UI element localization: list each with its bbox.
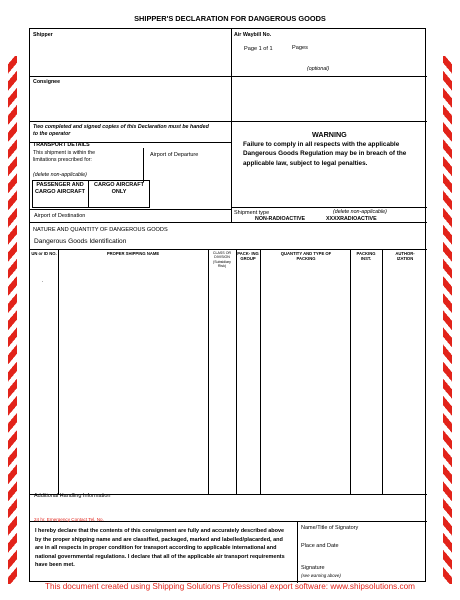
consignee-label: Consignee (33, 79, 61, 85)
divider-vertical-main (231, 29, 232, 222)
col-line-6 (382, 249, 383, 494)
declaration-form (29, 28, 426, 582)
pages-label: Pages (292, 45, 308, 51)
page-count: Page 1 of 1 (244, 46, 273, 52)
see-warning-note: (see warning above) (301, 573, 341, 578)
col-line-3 (236, 249, 237, 494)
col-un-id: UN or ID NO. (31, 251, 57, 256)
hazard-stripe-left (8, 56, 17, 584)
col-line-5 (350, 249, 351, 494)
airport-departure-label: Airport of Departure (150, 152, 199, 158)
delete-non-applicable-note: (delete non-applicable) (33, 172, 87, 178)
col-class-division: CLASS OR DIVISION (Subsidiary Risk) (212, 251, 232, 269)
non-radioactive-option[interactable]: NON-RADIOACTIVE (255, 216, 306, 222)
warning-text: Failure to comply in all respects with the applicable Dangerous Goods Regulation may be in breach of the applicable law, subject to legal penalties. (243, 141, 407, 167)
col-quantity-type: QUANTITY AND TYPE OF PACKING (280, 251, 332, 262)
place-date-label: Place and Date (301, 543, 339, 549)
optional-note: (optional) (307, 66, 330, 72)
airport-destination-label: Airport of Destination (34, 213, 86, 219)
copies-note: Two completed and signed copies of this Declaration must be handed to the operator (33, 124, 209, 137)
shipper-label: Shipper (33, 32, 53, 38)
table-row-marker: . (42, 278, 44, 284)
col-line-1 (58, 249, 59, 494)
shipment-limitations-text: This shipment is within the limitations prescribed for: (33, 150, 96, 163)
signature-label: Signature (301, 565, 325, 571)
warning-title: WARNING (312, 130, 347, 139)
radioactive-option[interactable]: XXXXRADIOACTIVE (326, 216, 377, 222)
col-proper-shipping-name: PROPER SHIPPING NAME (106, 251, 160, 256)
divider-vertical-transport (143, 148, 144, 182)
divider-table-top (30, 249, 427, 250)
passenger-cargo-option[interactable]: PASSENGER AND CARGO AIRCRAFT (35, 182, 85, 195)
divider-shipment-type (231, 207, 427, 208)
col-line-2 (208, 249, 209, 494)
aircraft-options-divider (88, 180, 89, 208)
additional-handling-label: Additional Handling Information (34, 493, 111, 499)
cargo-only-option[interactable]: CARGO AIRCRAFT ONLY (94, 182, 144, 195)
nature-quantity-label: NATURE AND QUANTITY OF DANGEROUS GOODS (33, 227, 168, 233)
divider-consignee (30, 121, 427, 122)
form-title: SHIPPER'S DECLARATION FOR DANGEROUS GOODS (134, 14, 326, 23)
air-waybill-label: Air Waybill No. (234, 32, 272, 38)
transport-details-label: TRANSPORT DETAILS (33, 142, 90, 148)
footer-credit: This document created using Shipping Solutions Professional export software: www.shipsolutions.com (45, 582, 415, 591)
col-packing-inst: PACKING INST. (356, 251, 376, 262)
hazard-stripe-right (443, 56, 452, 584)
col-packing-group: PACK- ING GROUP (237, 251, 259, 262)
shipment-delete-note: (delete non-applicable) (333, 209, 387, 215)
divider-shipper (30, 76, 427, 77)
name-title-label: Name/Title of Signatory (301, 525, 359, 531)
col-line-4 (260, 249, 261, 494)
col-authorization: AUTHOR- IZATION (395, 251, 415, 262)
declaration-text: I hereby declare that the contents of this consignment are fully and accurately described above by the proper shipping name and are classified, packaged, marked and labelled/placarded, and are in all respects in proper condition for transport according to applicable international and national governmental regulations. I declare that all of the applicable air transport requirements have been met. (35, 528, 285, 569)
dg-identification-label: Dangerous Goods Identification (34, 238, 127, 245)
divider-airports (30, 209, 231, 210)
shipment-type-label: Shipment type (234, 210, 270, 216)
divider-vertical-signature (297, 521, 298, 583)
emergency-contact-label: 24 hr. Emergency Contact Tel. No. (34, 517, 104, 522)
